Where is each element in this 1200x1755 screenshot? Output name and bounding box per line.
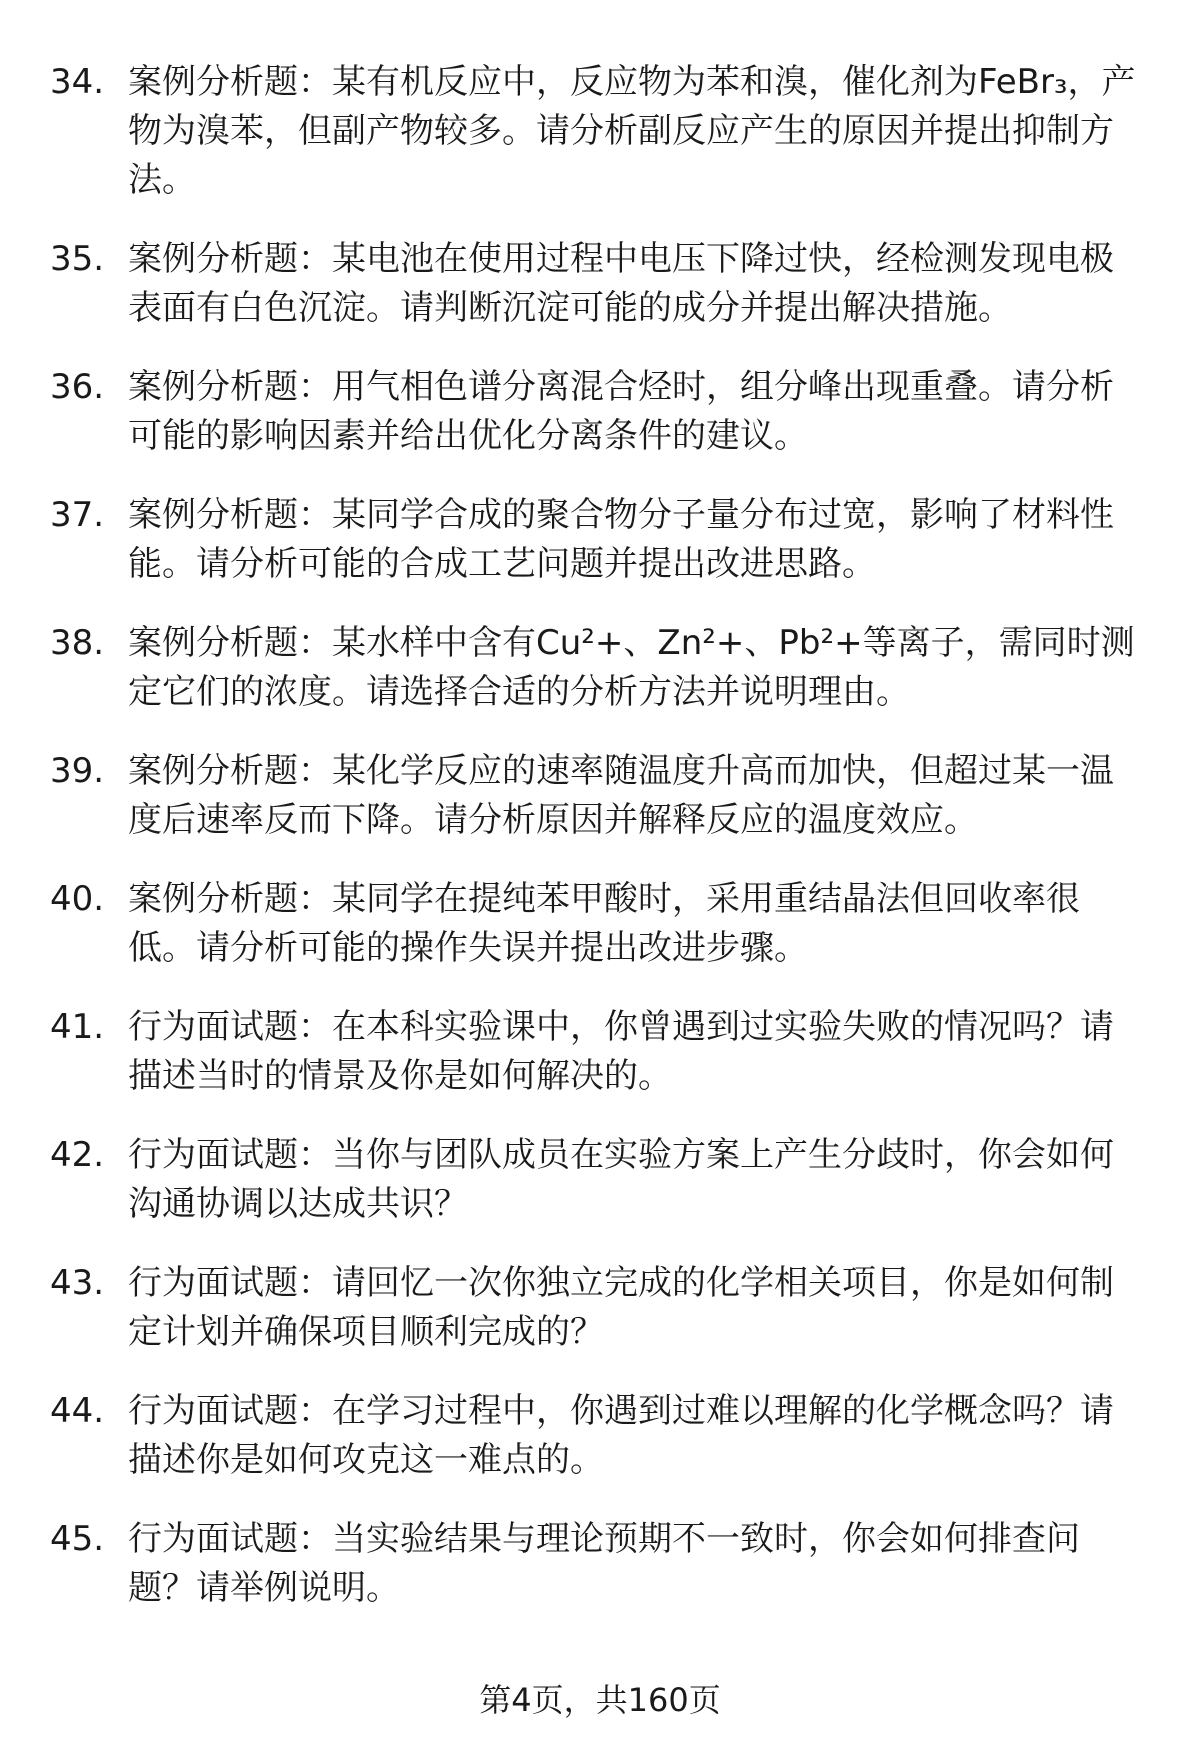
question-number: 35. [50,239,105,279]
question-text: 行为面试题：当实验结果与理论预期不一致时，你会如何排查问题？请举例说明。 [128,1519,1080,1608]
question-item [50,1515,1150,1613]
question-item [50,1003,1150,1101]
question-number: 36. [50,367,105,407]
question-number: 37. [50,495,105,535]
question-number: 42. [50,1135,105,1175]
question-item [50,875,1150,973]
question-item [50,747,1150,845]
question-text: 案例分析题：某同学在提纯苯甲酸时，采用重结晶法但回收率很低。请分析可能的操作失误并提出改进步骤。 [128,879,1080,968]
question-item [50,1259,1150,1357]
question-number: 39. [50,751,105,791]
question-item [50,235,1150,333]
question-text: 行为面试题：在本科实验课中，你曾遇到过实验失败的情况吗？请描述当时的情景及你是如何解决的。 [128,1007,1114,1096]
question-item [50,619,1150,717]
question-item [50,1131,1150,1229]
question-text: 案例分析题：某水样中含有Cu²+、Zn²+、Pb²+等离子，需同时测定它们的浓度。请选择合适的分析方法并说明理由。 [128,623,1135,712]
question-item [50,1387,1150,1485]
question-number: 44. [50,1391,105,1431]
question-number: 43. [50,1263,105,1303]
question-item [50,58,1150,205]
question-text: 行为面试题：当你与团队成员在实验方案上产生分歧时，你会如何沟通协调以达成共识？ [128,1135,1114,1224]
question-text: 案例分析题：某电池在使用过程中电压下降过快，经检测发现电极表面有白色沉淀。请判断沉淀可能的成分并提出解决措施。 [128,239,1114,328]
question-number: 45. [50,1519,105,1559]
question-text: 案例分析题：用气相色谱分离混合烃时，组分峰出现重叠。请分析可能的影响因素并给出优化分离条件的建议。 [128,367,1114,456]
question-item [50,491,1150,589]
question-list [50,58,1150,1643]
question-text: 案例分析题：某有机反应中，反应物为苯和溴，催化剂为FeBr₃，产物为溴苯，但副产物较多。请分析副反应产生的原因并提出抑制方法。 [128,62,1136,200]
question-text: 案例分析题：某化学反应的速率随温度升高而加快，但超过某一温度后速率反而下降。请分析原因并解释反应的温度效应。 [128,751,1114,840]
question-item [50,363,1150,461]
question-text: 案例分析题：某同学合成的聚合物分子量分布过宽，影响了材料性能。请分析可能的合成工艺问题并提出改进思路。 [128,495,1114,584]
question-number: 41. [50,1007,105,1047]
question-text: 行为面试题：请回忆一次你独立完成的化学相关项目，你是如何制定计划并确保项目顺利完成的？ [128,1263,1114,1352]
page-footer: 第4页，共160页 [479,1681,721,1719]
question-number: 38. [50,623,105,663]
question-number: 40. [50,879,105,919]
question-text: 行为面试题：在学习过程中，你遇到过难以理解的化学概念吗？请描述你是如何攻克这一难点的。 [128,1391,1114,1480]
question-number: 34. [50,62,105,102]
